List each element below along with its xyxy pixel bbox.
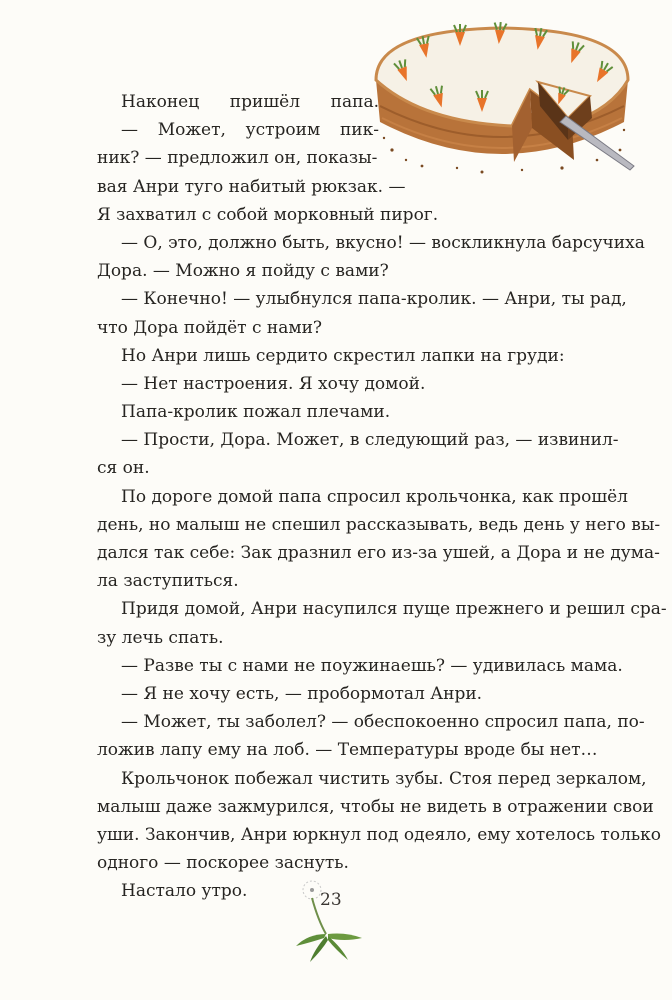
text-line: — Может, ты заболел? — обеспокоенно спросил папа, по- [121, 712, 645, 733]
text-line: ла заступиться. [97, 571, 239, 592]
text-line: ся он. [97, 458, 150, 479]
text-line: — Разве ты с нами не поужинаешь? — удивилась мама. [121, 655, 623, 676]
text-line: Но Анри лишь сердито скрестил лапки на груди: [121, 345, 565, 366]
text-line: — Может, устроим пик- [121, 120, 379, 141]
text-line: Наконец пришёл папа. [121, 92, 379, 112]
text-line: Придя домой, Анри насупился пуще прежнего и решил сра- [121, 599, 667, 620]
text-line: ник? — предложил он, показы- [97, 148, 378, 169]
text-line: — Нет настроения. Я хочу домой. [121, 373, 426, 394]
text-line: зу лечь спать. [97, 627, 224, 648]
text-line: Настало утро. [121, 881, 248, 902]
text-line: одного — поскорее заснуть. [97, 853, 349, 874]
text-line: Папа-кролик пожал плечами. [121, 402, 391, 423]
text-line: Я захватил с собой морковный пирог. [97, 204, 439, 225]
text-line: уши. Закончив, Анри юркнул под одеяло, ему хотелось только [97, 824, 661, 845]
page-number: 23 [320, 890, 342, 910]
text-line: малыш даже зажмурился, чтобы не видеть в отражении свои [97, 796, 654, 817]
text-line: — Прости, Дора. Может, в следующий раз, — извинил- [121, 430, 619, 451]
story-text [97, 88, 667, 905]
text-line: вая Анри туго набитый рюкзак. — [97, 176, 406, 197]
text-line: По дороге домой папа спросил крольчонка, как прошёл [121, 486, 628, 507]
text-line: ложив лапу ему на лоб. — Температуры вроде бы нет… [97, 740, 598, 761]
text-line: день, но малыш не спешил рассказывать, ведь день у него вы- [97, 514, 661, 535]
text-line: — Конечно! — улыбнулся папа-кролик. — Анри, ты рад, [121, 289, 627, 310]
text-line: что Дора пойдёт с нами? [97, 317, 323, 338]
text-line: Крольчонок побежал чистить зубы. Стоя перед зеркалом, [121, 768, 647, 789]
text-line: Дора. — Можно я пойду с вами? [97, 261, 389, 282]
text-line: — Я не хочу есть, — пробормотал Анри. [121, 683, 483, 704]
page-footer [290, 876, 376, 972]
text-line: дался так себе: Зак дразнил его из-за ушей, а Дора и не дума- [97, 543, 660, 563]
text-line: — О, это, должно быть, вкусно! — воскликнула барсучиха [121, 232, 645, 253]
